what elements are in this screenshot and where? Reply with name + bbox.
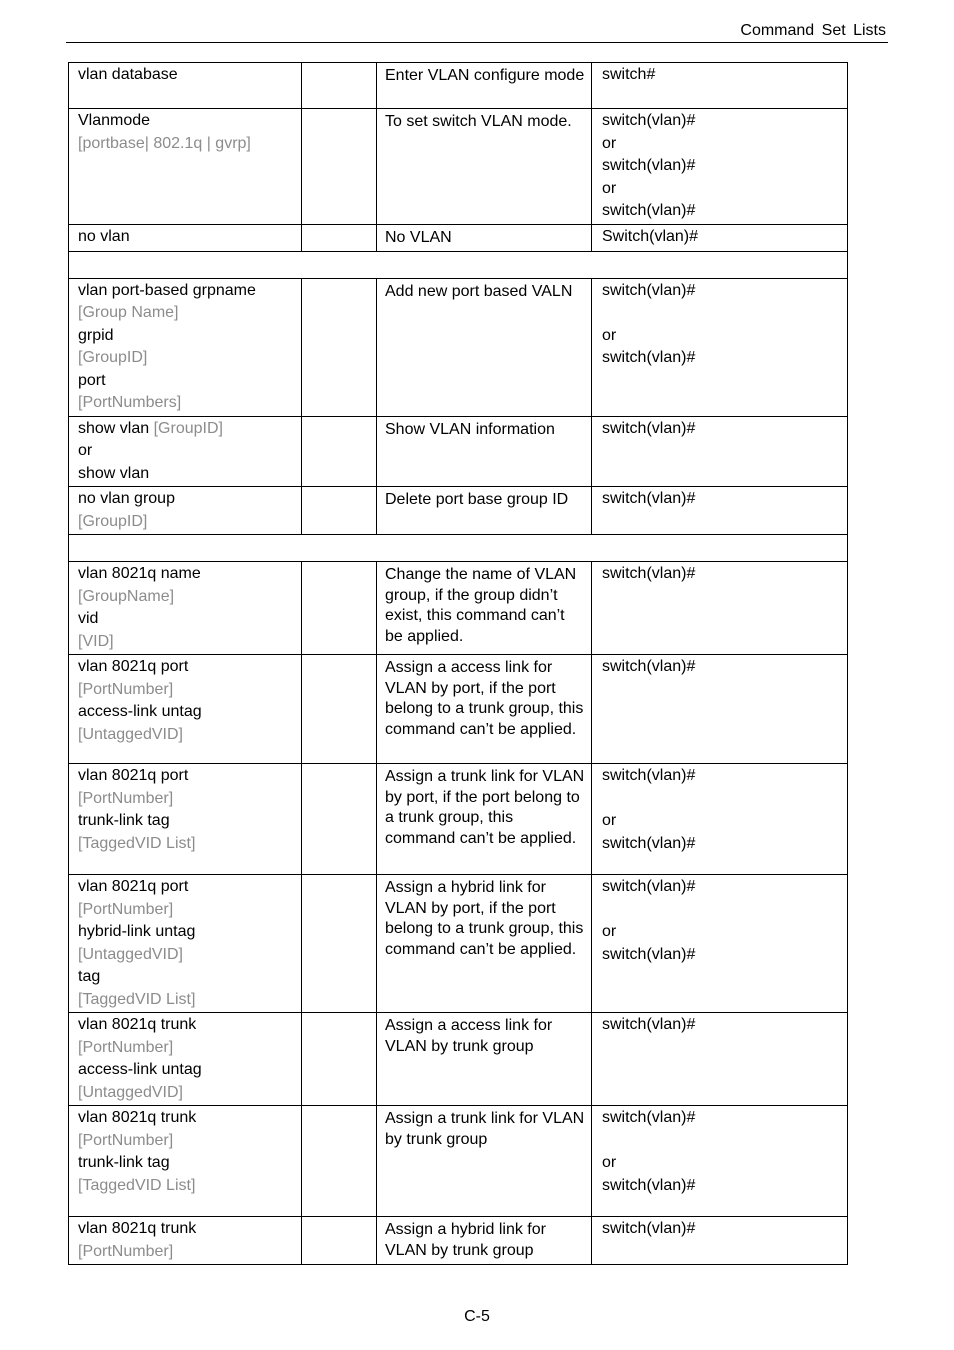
command-text: vlan port-based grpname (78, 281, 256, 299)
command-parameter (78, 833, 294, 856)
command-parameter (78, 944, 294, 967)
command-keyword (78, 280, 294, 303)
prompt-text: switch(vlan)# (602, 658, 696, 675)
command-text: [PortNumber] (78, 1038, 174, 1056)
command-text: vid (78, 610, 99, 627)
command-keyword (78, 1014, 294, 1037)
command-row (69, 109, 848, 225)
empty-cell (302, 562, 377, 655)
command-text: [UntaggedVID] (78, 945, 183, 963)
command-parameter (78, 631, 294, 654)
empty-cell (302, 224, 377, 251)
section-separator-row (69, 251, 848, 278)
command-text: trunk-link tag (78, 812, 170, 829)
command-cell (69, 562, 302, 655)
command-parameter (78, 1082, 294, 1105)
description-cell (377, 655, 592, 764)
prompt-text: switch(vlan)# (602, 1016, 696, 1033)
prompt-text: switch(vlan)# (602, 490, 696, 507)
command-parameter (78, 1175, 294, 1198)
prompt-text: switch(vlan)# (602, 157, 696, 174)
prompt-text: switch# (602, 66, 656, 83)
prompt-cell (592, 109, 848, 225)
empty-cell (302, 63, 377, 109)
prompt-or: or (602, 1154, 617, 1171)
prompt-text: switch(vlan)# (602, 349, 696, 366)
command-row (69, 224, 848, 251)
command-cell (69, 1106, 302, 1217)
command-text: [GroupID] (78, 512, 148, 530)
command-parameter (78, 1241, 294, 1264)
command-row (69, 764, 848, 875)
command-keyword (78, 966, 294, 989)
command-text: [UntaggedVID] (78, 725, 183, 743)
empty-cell (302, 1217, 377, 1265)
prompt-or: or (602, 812, 617, 829)
prompt-cell (592, 764, 848, 875)
prompt-text: switch(vlan)# (602, 202, 696, 219)
command-text: port (78, 371, 106, 389)
description-cell (377, 63, 592, 109)
command-text: vlan database (78, 66, 178, 83)
description-text: Assign a hybrid link for VLAN by port, if the port belong to a trunk group, this command can’t be applied. (385, 879, 584, 958)
prompt-text: switch(vlan)# (602, 1176, 696, 1194)
command-text: [VID] (78, 632, 114, 650)
command-parameter (78, 511, 294, 534)
prompt-text (602, 302, 840, 325)
command-keyword (78, 563, 294, 586)
command-cell (69, 1217, 302, 1265)
prompt-text (602, 788, 840, 811)
prompt-text (602, 1130, 840, 1153)
command-text: trunk-link tag (78, 1154, 170, 1171)
command-parameter (78, 1130, 294, 1153)
command-cell (69, 1013, 302, 1106)
command-text: access-link untag (78, 703, 202, 720)
description-text: Enter VLAN configure mode (385, 67, 585, 84)
command-row (69, 655, 848, 764)
prompt-text (602, 899, 840, 922)
command-text: vlan 8021q port (78, 878, 189, 895)
command-keyword (78, 488, 294, 511)
command-text: [GroupID] (78, 349, 148, 366)
command-text: [TaggedVID List] (78, 1176, 196, 1194)
prompt-cell (592, 1106, 848, 1217)
prompt-text: Switch(vlan)# (602, 227, 699, 245)
description-text: No VLAN (385, 228, 452, 246)
prompt-or: or (602, 179, 617, 197)
description-text: Delete port base group ID (385, 491, 569, 508)
empty-cell (302, 764, 377, 875)
command-parameter (78, 724, 294, 747)
prompt-cell (592, 416, 848, 487)
prompt-text: switch(vlan)# (602, 565, 696, 582)
description-cell (377, 562, 592, 655)
prompt-cell (592, 278, 848, 416)
command-parameter: [GroupID] (153, 419, 223, 437)
description-text: Assign a trunk link for VLAN by port, if the port belong to a trunk group, this command can’t be applied. (385, 768, 585, 847)
running-header: Command Set Lists (740, 22, 886, 39)
command-parameter (78, 133, 294, 156)
description-cell (377, 764, 592, 875)
prompt-cell (592, 655, 848, 764)
prompt-cell (592, 487, 848, 535)
description-text: Assign a access link for VLAN by trunk group (385, 1017, 553, 1055)
command-table-body (69, 63, 848, 1265)
description-text: Assign a hybrid link for VLAN by trunk group (385, 1221, 546, 1259)
command-row (69, 1013, 848, 1106)
command-keyword (78, 1152, 294, 1175)
command-text: [UntaggedVID] (78, 1083, 183, 1101)
prompt-or: or (602, 326, 617, 344)
command-parameter (78, 347, 294, 370)
command-parameter (78, 302, 294, 325)
command-text: [PortNumber] (78, 900, 174, 918)
command-row (69, 1106, 848, 1217)
command-text: [Group Name] (78, 304, 179, 321)
description-cell (377, 109, 592, 225)
description-cell (377, 416, 592, 487)
command-parameter (78, 392, 294, 415)
command-cell (69, 109, 302, 225)
command-keyword (78, 1107, 294, 1130)
section-separator-row (69, 535, 848, 562)
separator-cell (69, 535, 848, 562)
prompt-cell (592, 875, 848, 1013)
command-text: vlan 8021q name (78, 565, 201, 582)
command-keyword (78, 810, 294, 833)
prompt-text: switch(vlan)# (602, 834, 696, 852)
description-cell (377, 224, 592, 251)
command-text: access-link untag (78, 1061, 202, 1078)
header-rule (66, 42, 888, 43)
description-text: Assign a access link for VLAN by port, if the port belong to a trunk group, this command can’t be applied. (385, 659, 584, 738)
description-cell (377, 1013, 592, 1106)
command-parameter (78, 788, 294, 811)
command-row (69, 562, 848, 655)
command-row (69, 63, 848, 109)
command-parameter (78, 679, 294, 702)
command-keyword (78, 226, 294, 249)
command-text: vlan 8021q trunk (78, 1016, 197, 1033)
prompt-text: switch(vlan)# (602, 112, 696, 129)
empty-cell (302, 109, 377, 225)
command-keyword (78, 608, 294, 631)
command-cell (69, 487, 302, 535)
description-cell (377, 875, 592, 1013)
command-keyword (78, 656, 294, 679)
description-text: Change the name of VLAN group, if the group didn’t exist, this command can’t be applied. (385, 566, 577, 645)
command-cell (69, 875, 302, 1013)
command-text: or (78, 442, 93, 459)
command-text: Vlanmode (78, 112, 151, 129)
command-keyword (78, 370, 294, 393)
description-cell (377, 278, 592, 416)
description-cell (377, 1217, 592, 1265)
prompt-cell (592, 562, 848, 655)
command-cell (69, 63, 302, 109)
command-text: show vlan (78, 464, 150, 482)
command-text: tag (78, 968, 101, 985)
prompt-or: or (602, 923, 617, 940)
empty-cell (302, 875, 377, 1013)
command-text: [PortNumber] (78, 1131, 174, 1149)
prompt-text: switch(vlan)# (602, 767, 696, 784)
prompt-cell (592, 63, 848, 109)
description-cell (377, 1106, 592, 1217)
description-text: Show VLAN information (385, 420, 555, 438)
command-text: [TaggedVID List] (78, 834, 196, 852)
command-keyword (78, 876, 294, 899)
command-text: vlan 8021q port (78, 767, 189, 784)
command-keyword (78, 325, 294, 348)
command-keyword (78, 440, 294, 463)
command-text: vlan 8021q trunk (78, 1109, 197, 1126)
command-text: [TaggedVID List] (78, 990, 196, 1008)
prompt-text: switch(vlan)# (602, 945, 696, 963)
page-number: C-5 (464, 1308, 490, 1325)
command-row (69, 416, 848, 487)
description-text: Assign a trunk link for VLAN by trunk group (385, 1110, 585, 1148)
command-parameter (78, 899, 294, 922)
prompt-or: or (602, 134, 617, 152)
command-parameter (78, 586, 294, 609)
description-cell (377, 487, 592, 535)
command-row (69, 1217, 848, 1265)
prompt-cell (592, 1013, 848, 1106)
command-text: grpid (78, 326, 114, 344)
command-keyword (78, 64, 294, 87)
command-keyword (78, 110, 294, 133)
separator-cell (69, 251, 848, 278)
command-text: no vlan (78, 227, 130, 245)
command-text: [GroupName] (78, 587, 175, 605)
prompt-text: switch(vlan)# (602, 419, 696, 437)
description-text: To set switch VLAN mode. (385, 113, 572, 130)
command-parameter (78, 1037, 294, 1060)
command-parameter (78, 989, 294, 1012)
empty-cell (302, 416, 377, 487)
command-text: show vlan (78, 419, 154, 437)
command-row (69, 875, 848, 1013)
command-text: vlan 8021q port (78, 658, 189, 675)
command-row (69, 487, 848, 535)
command-keyword (78, 765, 294, 788)
prompt-text: switch(vlan)# (602, 1220, 696, 1237)
command-keyword (78, 463, 294, 486)
command-cell (69, 224, 302, 251)
empty-cell (302, 655, 377, 764)
command-keyword (78, 921, 294, 944)
command-row (69, 278, 848, 416)
description-text: Add new port based VALN (385, 282, 573, 300)
command-text: vlan 8021q trunk (78, 1220, 197, 1237)
empty-cell (302, 278, 377, 416)
command-cell (69, 416, 302, 487)
command-keyword (78, 1059, 294, 1082)
prompt-cell (592, 224, 848, 251)
prompt-text: switch(vlan)# (602, 878, 696, 895)
command-text: [PortNumber] (78, 1242, 174, 1260)
prompt-text: switch(vlan)# (602, 281, 696, 299)
command-cell (69, 655, 302, 764)
command-text: [PortNumbers] (78, 394, 182, 411)
command-keyword (78, 418, 294, 441)
command-keyword (78, 1218, 294, 1241)
prompt-text: switch(vlan)# (602, 1109, 696, 1126)
command-text: [portbase| 802.1q | gvrp] (78, 134, 251, 152)
prompt-cell (592, 1217, 848, 1265)
command-text: no vlan group (78, 490, 175, 507)
command-cell (69, 278, 302, 416)
command-text: hybrid-link untag (78, 923, 196, 940)
empty-cell (302, 487, 377, 535)
command-text: [PortNumber] (78, 680, 174, 698)
command-table (68, 62, 848, 1265)
command-text: [PortNumber] (78, 789, 174, 807)
command-keyword (78, 701, 294, 724)
command-cell (69, 764, 302, 875)
empty-cell (302, 1106, 377, 1217)
empty-cell (302, 1013, 377, 1106)
